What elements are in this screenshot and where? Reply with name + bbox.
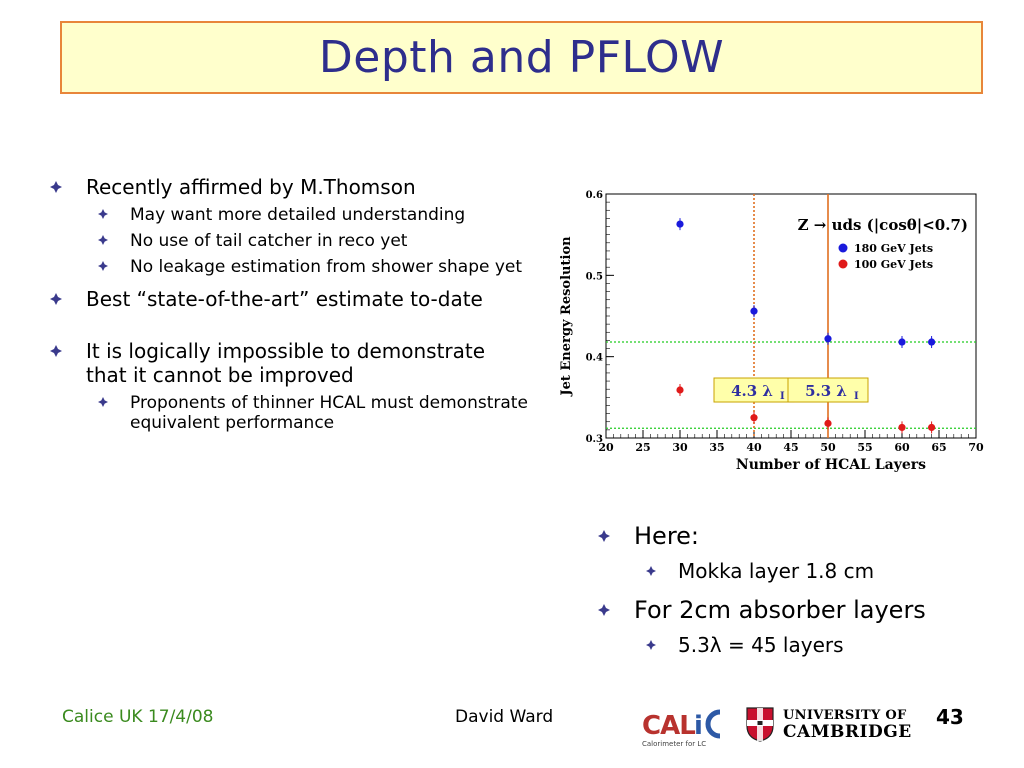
sub-bullet-item	[50, 257, 530, 277]
x-tick-label: 45	[783, 441, 799, 454]
footer-event: Calice UK 17/4/08	[62, 707, 214, 727]
x-tick-label: 35	[709, 441, 725, 454]
sub-bullet-item	[50, 393, 530, 433]
data-point	[898, 338, 905, 345]
sub-bullet-text: May want more detailed understanding	[130, 205, 466, 225]
chart-title: Z → uds (|cosθ|<0.7)	[797, 216, 968, 234]
sub-bullet-text: Mokka layer 1.8 cm	[678, 559, 875, 583]
diamond-bullet-icon	[98, 397, 108, 407]
annotation-subscript: I	[854, 391, 859, 403]
cambridge-line2: CAMBRIDGE	[783, 722, 912, 742]
sub-bullet-text: Proponents of thinner HCAL must demonstrate equivalent performance	[130, 393, 528, 433]
slide-title: Depth and PFLOW	[318, 32, 725, 83]
sub-bullet-text: No use of tail catcher in reco yet	[130, 231, 408, 251]
data-point	[928, 424, 935, 431]
sub-bullet-item	[598, 632, 938, 658]
x-tick-label: 70	[968, 441, 984, 454]
diamond-bullet-icon	[98, 261, 108, 271]
y-axis-label: Jet Energy Resolution	[559, 236, 574, 396]
cambridge-logo	[745, 704, 925, 744]
diamond-bullet-icon	[50, 181, 62, 193]
diamond-bullet-icon	[50, 345, 62, 357]
diamond-bullet-icon	[598, 604, 610, 616]
chart-svg	[556, 186, 984, 484]
bullet-item	[598, 520, 938, 552]
cambridge-crest-icon	[745, 706, 775, 742]
annotation-label: 5.3 λ	[805, 382, 847, 401]
bullet-text: Best “state-of-the-art” estimate to-date	[86, 287, 483, 311]
bullet-text: Here:	[634, 522, 700, 550]
data-point	[824, 335, 831, 342]
y-tick-label: 0.5	[585, 271, 603, 283]
y-tick-label: 0.6	[585, 190, 603, 201]
x-tick-label: 20	[598, 441, 614, 454]
x-tick-label: 50	[820, 441, 836, 454]
data-point	[676, 220, 683, 227]
sub-bullet-item	[50, 231, 530, 251]
bullet-text: For 2cm absorber layers	[634, 596, 926, 624]
diamond-bullet-icon	[598, 530, 610, 542]
sub-bullet-item	[50, 205, 530, 225]
annotation-subscript: I	[780, 391, 785, 403]
diamond-bullet-icon	[50, 293, 62, 305]
x-tick-label: 40	[746, 441, 762, 454]
legend-marker	[839, 260, 848, 269]
x-tick-label: 30	[672, 441, 688, 454]
annotation-label: 4.3 λ	[731, 382, 773, 401]
data-point	[928, 338, 935, 345]
x-tick-label: 55	[857, 441, 873, 454]
sub-bullet-text: 5.3λ = 45 layers	[678, 633, 844, 657]
data-point	[750, 308, 757, 315]
x-tick-label: 25	[635, 441, 651, 454]
calice-logo	[640, 700, 732, 750]
sub-bullet-text: No leakage estimation from shower shape yet	[130, 257, 523, 277]
sub-bullet-item	[598, 558, 938, 584]
page-number: 43	[936, 705, 964, 729]
y-tick-label: 0.4	[585, 352, 603, 364]
svg-text:i: i	[694, 711, 703, 741]
bullet-item	[50, 339, 530, 387]
chart	[556, 186, 984, 484]
title-box	[60, 21, 983, 94]
bullet-text: Recently affirmed by M.Thomson	[86, 175, 416, 199]
bullet-text: It is logically impossible to demonstrate that it cannot be improved	[86, 339, 486, 387]
diamond-bullet-icon	[646, 566, 656, 576]
x-tick-label: 60	[894, 441, 910, 454]
svg-text:Calorimeter for LC: Calorimeter for LC	[642, 740, 707, 748]
footer-author: David Ward	[455, 707, 554, 727]
right-bullet-list	[598, 510, 938, 658]
bullet-item	[50, 175, 530, 199]
diamond-bullet-icon	[98, 235, 108, 245]
left-bullet-list	[50, 165, 530, 433]
data-point	[824, 420, 831, 427]
x-axis-label: Number of HCAL Layers	[735, 457, 927, 473]
x-tick-label: 65	[931, 441, 947, 454]
data-point	[676, 386, 683, 393]
svg-text:CAL: CAL	[642, 711, 695, 741]
bullet-item	[598, 594, 938, 626]
legend-marker	[839, 244, 848, 253]
data-point	[750, 414, 757, 421]
diamond-bullet-icon	[646, 640, 656, 650]
diamond-bullet-icon	[98, 209, 108, 219]
bullet-item	[50, 287, 530, 311]
data-point	[898, 424, 905, 431]
legend-label: 180 GeV Jets	[854, 242, 934, 255]
y-tick-label: 0.3	[585, 434, 603, 445]
legend-label: 100 GeV Jets	[854, 258, 934, 271]
cambridge-line1: UNIVERSITY OF	[783, 708, 907, 723]
